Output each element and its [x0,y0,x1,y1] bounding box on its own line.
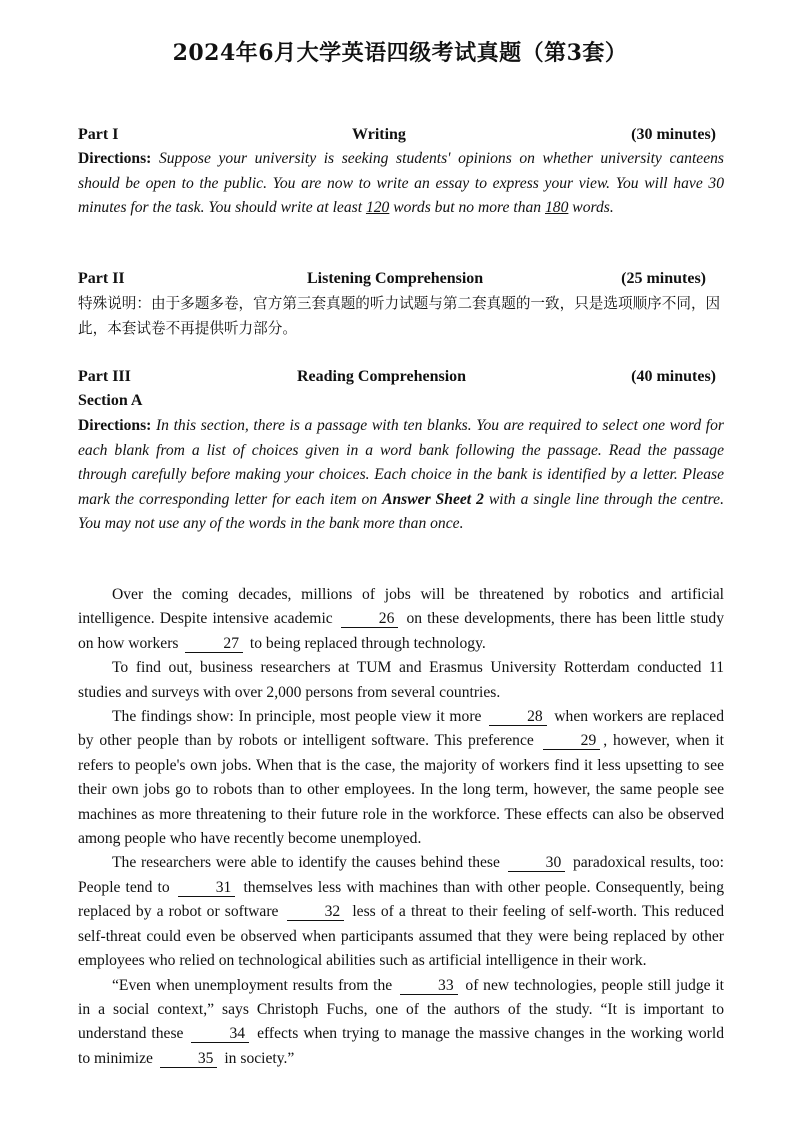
part3-directions-text-b: with a single line through the centre. You may not use any of the words in the bank more than once. [78,490,724,533]
part2-note: 特殊说明：由于多题多卷，官方第三套真题的听力试题与第二套真题的一致，只是选项顺序不同，因此，本套试卷不再提供听力部分。 [78,295,721,337]
passage-paragraph-4 [78,851,724,973]
part1-min-words: 120 [365,199,390,217]
blank-32: 32 [287,903,345,921]
exam-title: 2024年6月大学英语四级考试真题（第3套） [172,40,628,66]
blank-29: 29 [543,732,601,750]
blank-35: 35 [160,1050,218,1068]
section-a-heading: Section A [78,392,143,409]
blank-26: 26 [341,610,399,628]
part1-label: Part I [78,126,119,143]
answer-sheet-ref: Answer Sheet 2 [382,490,484,508]
part3-name: Reading Comprehension [297,368,467,385]
passage-text: Over the coming decades, millions of jobs will be threatened by robotics and artificial intelligence. Despite intensive academic [78,586,724,628]
passage-text: in society.” [224,1049,295,1067]
blank-30: 30 [508,854,566,872]
part1-directions-text-b: words but no more than [393,199,542,217]
passage-text: to being replaced through technology. [249,634,486,652]
part3-directions [78,414,724,537]
blank-27: 27 [185,635,243,653]
passage-text: “Even when unemployment results from the [112,976,393,994]
passage-paragraph-2: To find out, business researchers at TUM and Erasmus University Rotterdam conducted 11 studies and surveys with over 2,000 persons from several countries. [78,659,724,701]
part2-label: Part II [78,270,125,287]
part3-label: Part III [78,368,131,385]
part1-directions-label: Directions: [78,150,152,167]
passage-text: when workers are replaced by other people than by robots or intelligent software. This preference [78,708,724,750]
part1-name: Writing [352,126,406,143]
passage-text: , however, when it refers to people's own jobs. When that is the case, the majority of workers find it less upsetting to see their own jobs go to robots than to other employees. In the long term, however, the same people see machines as more threatening to their future role in the workforce. These effects can also be observed among people who have recently become unemployed. [78,732,725,848]
passage-text: on these developments, there has been little study on how workers [78,610,724,652]
part1-header [78,126,716,148]
passage-text: less of a threat to their feeling of self-worth. This reduced self-threat could even be observed when participants assumed that they were being replaced by other employees who relied on technological abilities such as artificial intelligence in their work. [78,903,725,970]
part1-directions [78,147,724,221]
passage-paragraph-3 [78,705,724,851]
part3-time: (40 minutes) [631,368,716,385]
part2-name: Listening Comprehension [307,270,484,287]
passage-text: themselves less with machines than with other people. Consequently, being replaced by a robot or software [78,878,724,921]
part2-header [78,270,706,292]
passage-text: of new technologies, people still judge it in a social context,” says Christoph Fuchs, one of the authors of the study. “It is important to understand these [78,976,724,1043]
part1-max-words: 180 [545,199,569,217]
reading-passage [78,583,724,1071]
passage-text: The researchers were able to identify the causes behind these [112,854,500,872]
part3-directions-text-a: In this section, there is a passage with ten blanks. You are required to select one word for each blank from a list of choices given in a word bank following the passage. Read the passage through carefully before making your choices. Each choice in the bank is identified by a letter. Please mark the corresponding letter for each item on [78,417,724,508]
part3-directions-label: Directions: [78,417,152,434]
part1-time: (30 minutes) [631,126,716,143]
part1-directions-text-c: words. [572,199,614,217]
part1-directions-text-a: Suppose your university is seeking students' opinions on whether university canteens should be open to the public. You are now to write an essay to express your view. You will have 30 minutes for the task. You should write at least [78,150,724,217]
blank-28: 28 [489,708,547,726]
passage-paragraph-5 [78,974,724,1072]
passage-paragraph-1 [78,583,724,656]
blank-34: 34 [191,1025,249,1043]
part2-time: (25 minutes) [621,270,706,287]
blank-33: 33 [400,977,458,995]
blank-31: 31 [178,879,236,897]
part3-header [78,368,716,390]
passage-text: effects when trying to manage the massive changes in the working world to minimize [78,1025,724,1067]
passage-text: paradoxical results, too: People tend to [78,854,724,896]
passage-text: The findings show: In principle, most people view it more [112,708,482,726]
